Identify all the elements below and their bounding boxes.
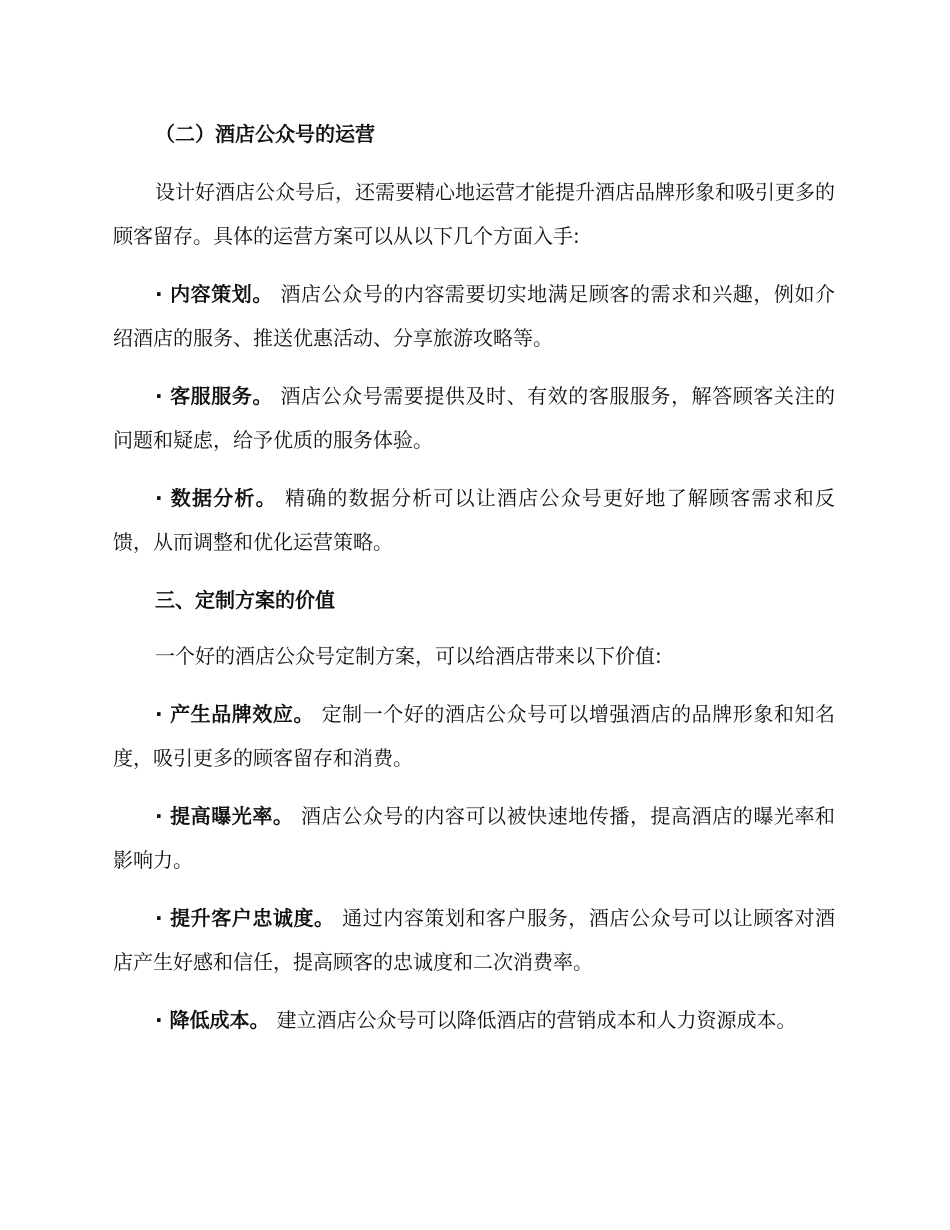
- bullet-data-analysis: [113, 476, 835, 564]
- value-intro-paragraph: 一个好的酒店公众号定制方案，可以给酒店带来以下价值:: [155, 644, 662, 668]
- section-heading-operation: （二）酒店公众号的运营: [155, 122, 375, 146]
- bullet-label: · 数据分析。: [155, 486, 277, 510]
- bullet-text: 酒店公众号需要提供及时、有效的客服服务，解答顾客关注的问题和疑虑，给予优质的服务体验。: [113, 384, 836, 452]
- bullet-text: 酒店公众号的内容可以被快速地传播，提高酒店的曝光率和影响力。: [113, 804, 836, 872]
- document-body: [113, 112, 835, 1056]
- bullet-label: · 内容策划。: [155, 282, 273, 306]
- bullet-label: · 降低成本。: [155, 1008, 270, 1032]
- section-heading-value: 三、定制方案的价值: [155, 588, 335, 612]
- bullet-content-planning: [113, 272, 835, 360]
- bullet-text: 定制一个好的酒店公众号可以增强酒店的品牌形象和知名度，吸引更多的顾客留存和消费。: [113, 702, 836, 770]
- operation-intro-paragraph: 设计好酒店公众号后，还需要精心地运营才能提升酒店品牌形象和吸引更多的顾客留存。具体的运营方案可以从以下几个方面入手:: [113, 180, 835, 248]
- bullet-text: 酒店公众号的内容需要切实地满足顾客的需求和兴趣，例如介绍酒店的服务、推送优惠活动、分享旅游攻略等。: [113, 282, 836, 350]
- bullet-customer-service: [113, 374, 835, 462]
- bullet-cost-reduction: [113, 998, 835, 1042]
- bullet-label: · 产生品牌效应。: [155, 702, 315, 726]
- bullet-text: 通过内容策划和客户服务，酒店公众号可以让顾客对酒店产生好感和信任，提高顾客的忠诚度和二次消费率。: [113, 906, 836, 974]
- bullet-exposure-rate: [113, 794, 835, 882]
- bullet-label: · 客服服务。: [155, 384, 273, 408]
- bullet-label: · 提高曝光率。: [155, 804, 294, 828]
- bullet-customer-loyalty: [113, 896, 835, 984]
- bullet-brand-effect: [113, 692, 835, 780]
- bullet-label: · 提升客户忠诚度。: [155, 906, 335, 930]
- bullet-text: 建立酒店公众号可以降低酒店的营销成本和人力资源成本。: [276, 1008, 797, 1032]
- bullet-text: 精确的数据分析可以让酒店公众号更好地了解顾客需求和反馈，从而调整和优化运营策略。: [113, 486, 836, 554]
